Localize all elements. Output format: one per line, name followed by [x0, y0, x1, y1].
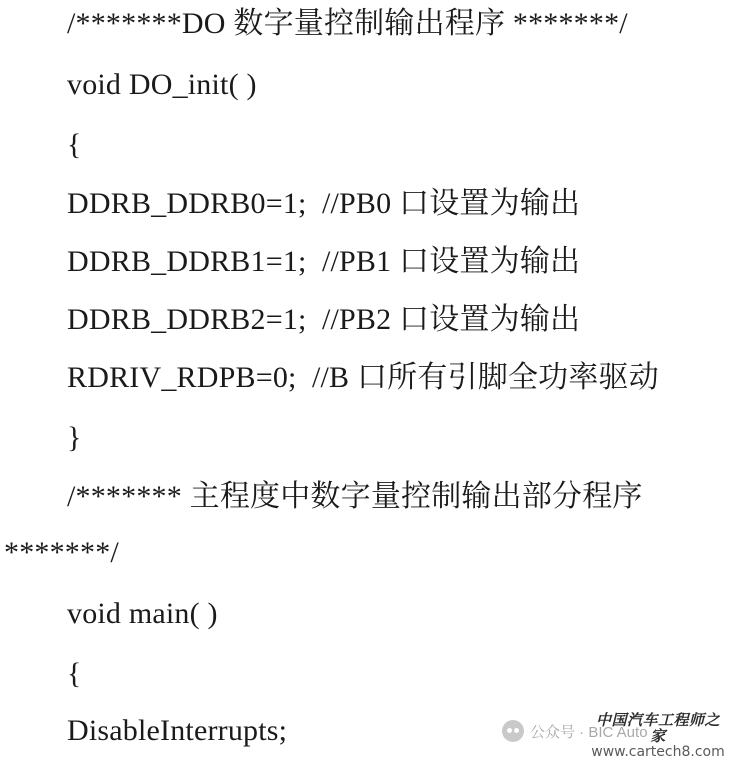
wechat-icon	[502, 720, 524, 742]
code-disable-interrupts: DisableInterrupts;	[67, 714, 288, 747]
code-close-brace: }	[67, 421, 82, 454]
code-open-brace: {	[67, 128, 82, 161]
code-line-ddrb0: DDRB_DDRB0=1; //PB0 口设置为输出	[67, 187, 581, 220]
watermark-text: 公众号 · BIC Auto	[530, 723, 648, 741]
code-function-signature: void DO_init( )	[67, 68, 257, 101]
code-main-open-brace: {	[67, 657, 82, 690]
code-line-ddrb1: DDRB_DDRB1=1; //PB1 口设置为输出	[67, 245, 581, 278]
brand-name: 中国汽车工程师之家	[595, 711, 720, 745]
code-main-signature: void main( )	[67, 597, 218, 630]
code-comment-main-end: *******/	[4, 536, 119, 569]
code-comment-header: /*******DO 数字量控制输出程序 *******/	[67, 7, 628, 40]
site-brand	[590, 713, 726, 759]
code-comment-main-start: /******* 主程度中数字量控制输出部分程序	[67, 480, 643, 513]
code-line-ddrb2: DDRB_DDRB2=1; //PB2 口设置为输出	[67, 303, 581, 336]
code-line-rdriv: RDRIV_RDPB=0; //B 口所有引脚全功率驱动	[67, 361, 659, 394]
brand-url: www.cartech8.com	[591, 743, 725, 760]
